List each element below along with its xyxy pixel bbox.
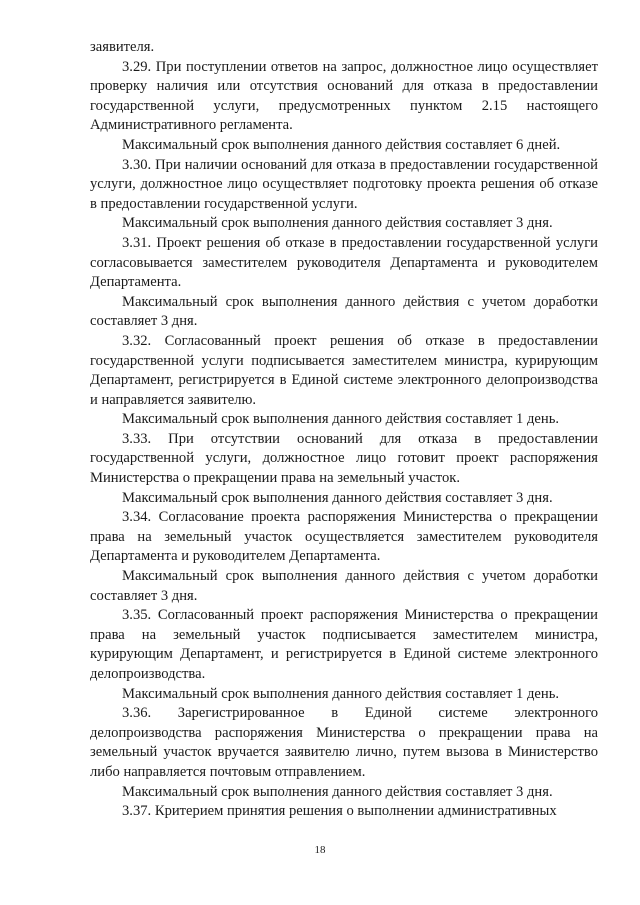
paragraph-3-33: 3.33. При отсутствии оснований для отказа в предоставлении государственной услуги, должностное лицо готовит проект распоряжения Министерства о прекращении права на земельный участок. — [90, 430, 598, 487]
paragraph-deadline-3-30: Максимальный срок выполнения данного действия составляет 3 дня. — [122, 215, 553, 232]
paragraph-3-35: 3.35. Согласованный проект распоряжения Министерства о прекращении права на земельный участок подписывается заместителем министра, курирующим Департамент, и регистрируется в Единой системе электронного делопроизводства. — [90, 607, 598, 682]
paragraph-deadline-3-35: Максимальный срок выполнения данного действия составляет 1 день. — [122, 685, 560, 702]
paragraph-3-36: 3.36. Зарегистрированное в Единой системе электронного делопроизводства распоряжения Министерства о прекращении права на земельный участок вручается заявителю лично, путем вызова в Министерство либо направляется почтовым отправлением. — [90, 705, 598, 780]
paragraph-deadline-3-29: Максимальный срок выполнения данного действия составляет 6 дней. — [122, 136, 561, 153]
paragraph-deadline-3-33: Максимальный срок выполнения данного действия составляет 3 дня. — [122, 489, 553, 506]
paragraph-deadline-3-34: Максимальный срок выполнения данного действия с учетом доработки составляет 3 дня. — [90, 568, 598, 604]
page-number: 18 — [314, 844, 326, 856]
paragraph-3-31: 3.31. Проект решения об отказе в предоставлении государственной услуги согласовывается заместителем руководителя Департамента и руководителем Департамента. — [90, 234, 598, 291]
document-page — [90, 38, 598, 822]
paragraph-continuation: заявителя. — [90, 39, 155, 55]
paragraph-deadline-3-32: Максимальный срок выполнения данного действия составляет 1 день. — [122, 411, 560, 428]
paragraph-3-29: 3.29. При поступлении ответов на запрос, должностное лицо осуществляет проверку наличия или отсутствия оснований для отказа в предоставлении государственной услуги, предусмотренных пунктом 2.15 настоящего Административного регламента. — [90, 58, 598, 134]
paragraph-3-32: 3.32. Согласованный проект решения об отказе в предоставлении государственной услуги подписывается заместителем министра, курирующим Департамент, регистрируется в Единой системе электронного делопроизводства и направляется заявителю. — [90, 332, 598, 408]
paragraph-3-30: 3.30. При наличии оснований для отказа в предоставлении государственной услуги, должностное лицо осуществляет подготовку проекта решения об отказе в предоставлении государственной услуги. — [90, 156, 598, 212]
paragraph-deadline-3-31: Максимальный срок выполнения данного действия с учетом доработки составляет 3 дня. — [90, 293, 598, 330]
paragraph-3-37: 3.37. Критерием принятия решения о выполнении административных — [122, 803, 557, 820]
paragraph-3-34: 3.34. Согласование проекта распоряжения Министерства о прекращении права на земельный участок осуществляется заместителем руководителя Департамента и руководителем Департамента. — [90, 509, 598, 565]
paragraph-deadline-3-36: Максимальный срок выполнения данного действия составляет 3 дня. — [122, 783, 553, 800]
